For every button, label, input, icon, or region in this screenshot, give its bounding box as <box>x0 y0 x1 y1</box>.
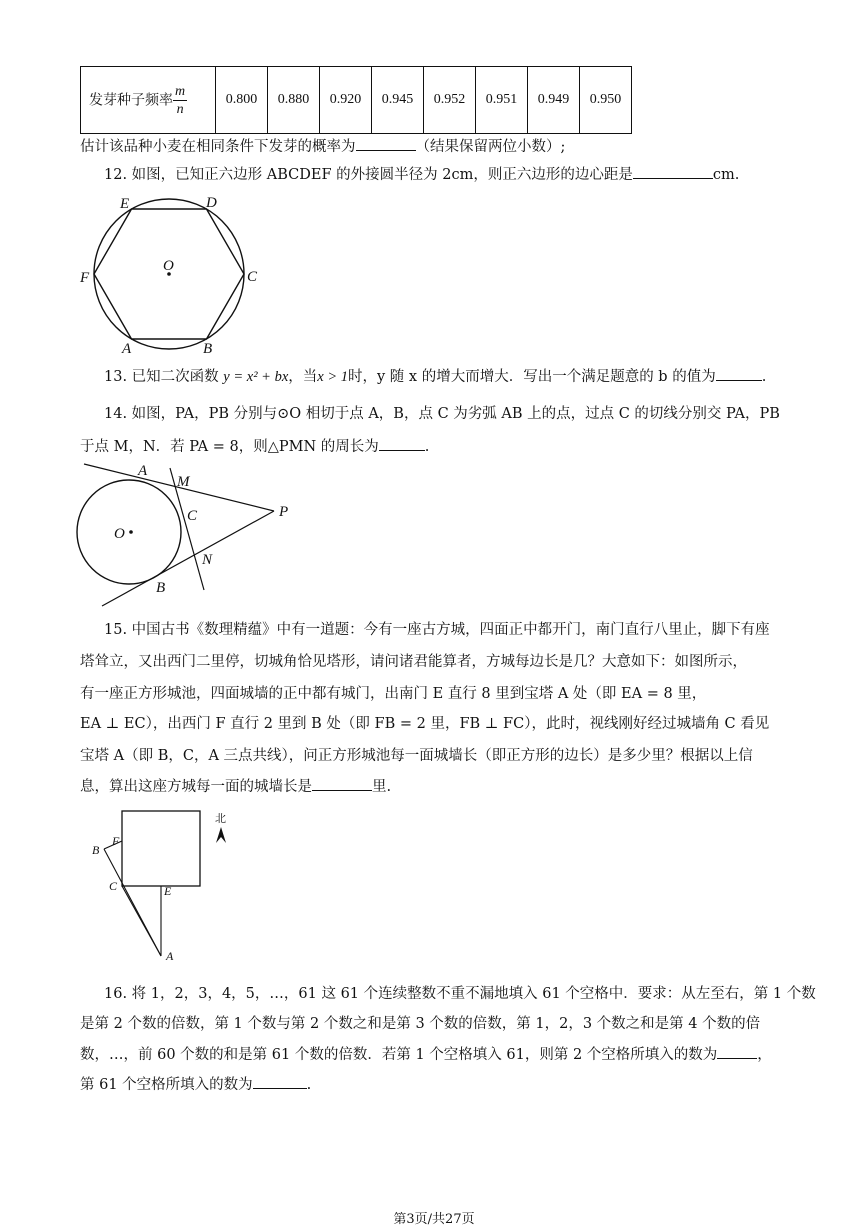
q14-line1: 14. 如图，PA，PB 分别与⊙O 相切于点 A，B，点 C 为劣弧 AB 上的点，过点 C 的切线分别交 PA，PB <box>104 406 780 422</box>
label-c: C <box>109 879 118 893</box>
table-cell: 0.945 <box>372 67 424 134</box>
label-d: D <box>206 195 217 211</box>
answer-blank <box>356 136 416 151</box>
tangent-figure <box>76 460 306 612</box>
answer-blank <box>633 164 713 179</box>
table-cell: 0.800 <box>216 67 268 134</box>
label-b: B <box>203 341 213 357</box>
q15-line5: 宝塔 A（即 B，C，A 三点共线），问正方形城池每一面城墙长（即正方形的边长）是多少里？根据以上信 <box>80 748 753 764</box>
q13-text: 13. 已知二次函数 y = x² + bx，当x > 1时，y 随 x 的增大而增大．写出一个满足题意的 b 的值为 . <box>104 366 766 387</box>
label-e: E <box>120 196 130 212</box>
label-f: F <box>112 834 120 848</box>
city-figure <box>86 806 246 962</box>
label-c: C <box>187 508 198 524</box>
answer-blank <box>312 776 372 791</box>
label-e: E <box>164 884 172 898</box>
line-ca <box>122 886 161 956</box>
label-b: B <box>156 580 166 596</box>
answer-blank <box>716 366 762 381</box>
table-cell: 0.950 <box>580 67 632 134</box>
label-n: N <box>202 552 213 568</box>
label-a: A <box>122 341 132 357</box>
label-a: A <box>138 463 148 479</box>
label-o: O <box>114 526 125 542</box>
q14-line2: 于点 M，N．若 PA = 8，则△PMN 的周长为 . <box>80 436 429 457</box>
label-f: F <box>80 270 90 286</box>
answer-blank <box>379 436 425 451</box>
answer-blank <box>253 1074 307 1089</box>
q15-line6: 息，算出这座方城每一面的城墙长是 里. <box>80 776 391 797</box>
table-cell: 0.920 <box>320 67 372 134</box>
table-cell: 0.952 <box>424 67 476 134</box>
frequency-table <box>80 66 632 134</box>
table-cell: 0.951 <box>476 67 528 134</box>
hexagon-figure <box>76 190 276 360</box>
north-arrow-icon <box>216 827 226 843</box>
label-b: B <box>92 843 100 857</box>
circle-o <box>77 480 181 584</box>
q12-text: 12. 如图，已知正六边形 ABCDEF 的外接圆半径为 2cm，则正六边形的边心距是 cm. <box>104 164 739 185</box>
q15-line4: EA ⊥ EC），出西门 F 直行 2 里到 B 处（即 FB = 2 里，FB ⊥ FC），此时，视线刚好经过城墙角 C 看见 <box>80 716 770 732</box>
label-m: M <box>177 474 190 490</box>
q15-line2: 塔耸立，又出西门二里停，切城角恰见塔形，请问诸君能算者，方城每边长是几？大意如下：如图所示， <box>80 654 747 670</box>
page-footer: 第3页/共27页 <box>393 1212 475 1227</box>
fraction-m-over-n: $\frac{m}{n}$ <box>175 83 186 117</box>
label-p: P <box>279 504 289 520</box>
label-c: C <box>247 269 258 285</box>
center-point <box>129 530 133 534</box>
q16-line1: 16. 将 1，2，3，4，5，…，61 这 61 个连续整数不重不漏地填入 61 个空格中．要求：从左至右，第 1 个数 <box>104 986 816 1002</box>
q15-line1: 15. 中国古书《数理精蕴》中有一道题：今有一座古方城，四面正中都开门，南门直行八里止，脚下有座 <box>104 622 770 638</box>
table-row <box>81 67 632 134</box>
q16-line3: 数，…，前 60 个数的和是第 61 个数的倍数．若第 1 个空格填入 61，则第 2 个空格所填入的数为 ， <box>80 1044 772 1065</box>
answer-blank <box>717 1044 757 1059</box>
q16-line2: 是第 2 个数的倍数，第 1 个数与第 2 个数之和是第 3 个数的倍数，第 1，2，3 个数之和是第 4 个数的倍 <box>80 1016 761 1032</box>
label-o: O <box>163 258 174 274</box>
table-head-cell <box>81 67 216 134</box>
head-label: 发芽种子频率 <box>89 92 173 108</box>
q11-tail: 估计该品种小麦在相同条件下发芽的概率为 （结果保留两位小数）; <box>80 136 565 157</box>
line-pb <box>102 511 274 606</box>
label-a: A <box>166 949 174 962</box>
north-label: 北 <box>215 812 226 825</box>
q15-line3: 有一座正方形城池，四面城墙的正中都有城门，出南门 E 直行 8 里到宝塔 A 处（即 EA = 8 里， <box>80 686 707 702</box>
table-cell: 0.880 <box>268 67 320 134</box>
q16-line4: 第 61 个空格所填入的数为 . <box>80 1074 311 1095</box>
square-city <box>122 811 200 886</box>
table-cell: 0.949 <box>528 67 580 134</box>
